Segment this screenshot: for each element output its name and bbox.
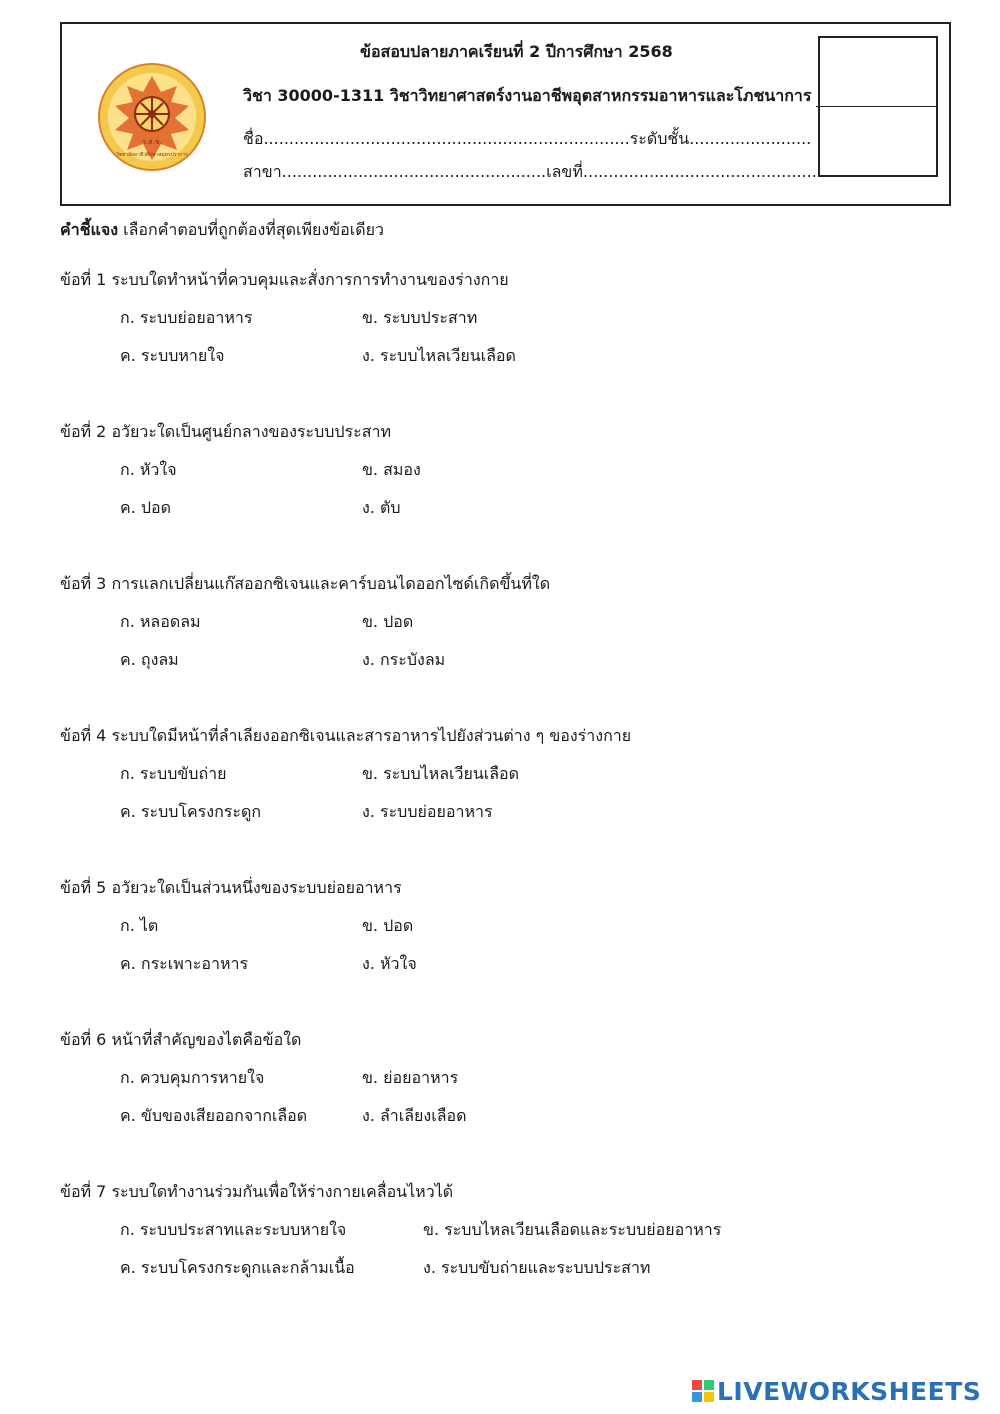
choice-d[interactable]: ง. ระบบขับถ่ายและระบบประสาท [423, 1258, 651, 1277]
logo-caption: วิทยาลัยอาชีวศึกษาสมุทรปราการ [116, 152, 188, 158]
question-text: ข้อที่ 6 หน้าที่สำคัญของไตคือข้อใด [60, 1030, 302, 1049]
question-6 [60, 1028, 960, 1148]
choice-c[interactable]: ค. ระบบหายใจ [120, 346, 225, 365]
choice-a[interactable]: ก. หลอดลม [120, 612, 201, 631]
question-text: ข้อที่ 2 อวัยวะใดเป็นศูนย์กลางของระบบประสาท [60, 422, 392, 441]
question-text: ข้อที่ 7 ระบบใดทำงานร่วมกันเพื่อให้ร่างกายเคลื่อนไหวได้ [60, 1182, 454, 1201]
liveworksheets-icon [692, 1380, 714, 1402]
question-2 [60, 420, 960, 540]
question-5 [60, 876, 960, 996]
subject-line: วิชา 30000-1311 วิชาวิทยาศาสตร์งานอาชีพอุตสาหกรรมอาหารและโภชนาการ [243, 86, 812, 105]
choice-d[interactable]: ง. ระบบย่อยอาหาร [362, 802, 493, 821]
name-level-line: ชื่อ........................................................................ระดับชั้น........................ [243, 129, 812, 148]
logo-text: ร.ส.ช. [142, 138, 162, 146]
choice-c[interactable]: ค. ถุงลม [120, 650, 179, 669]
instruction [60, 218, 384, 243]
choice-c[interactable]: ค. ปอด [120, 498, 172, 517]
liveworksheets-watermark [692, 1374, 981, 1408]
choice-d[interactable]: ง. หัวใจ [362, 954, 417, 973]
question-1 [60, 268, 960, 388]
choice-d[interactable]: ง. ตับ [362, 498, 401, 517]
choice-a[interactable]: ก. ระบบประสาทและระบบหายใจ [120, 1220, 347, 1239]
choice-d[interactable]: ง. ระบบไหลเวียนเลือด [362, 346, 516, 365]
question-text: ข้อที่ 4 ระบบใดมีหน้าที่ลำเลียงออกซิเจนและสารอาหารไปยังส่วนต่าง ๆ ของร่างกาย [60, 726, 632, 745]
college-emblem-logo [97, 62, 207, 172]
question-text: ข้อที่ 3 การแลกเปลี่ยนแก๊สออกซิเจนและคาร์บอนไดออกไซด์เกิดขึ้นที่ใด [60, 574, 551, 593]
choice-c[interactable]: ค. ระบบโครงกระดูก [120, 802, 262, 821]
question-text: ข้อที่ 5 อวัยวะใดเป็นส่วนหนึ่งของระบบย่อยอาหาร [60, 878, 402, 897]
choice-c[interactable]: ค. กระเพาะอาหาร [120, 954, 249, 973]
choice-b[interactable]: ข. ระบบไหลเวียนเลือดและระบบย่อยอาหาร [423, 1220, 722, 1239]
question-7 [60, 1180, 960, 1300]
choice-d[interactable]: ง. ลำเลียงเลือด [362, 1106, 467, 1125]
choice-c[interactable]: ค. ระบบโครงกระดูกและกล้ามเนื้อ [120, 1258, 355, 1277]
exam-title: ข้อสอบปลายภาคเรียนที่ 2 ปีการศึกษา 2568 [360, 42, 673, 61]
choice-a[interactable]: ก. ระบบขับถ่าย [120, 764, 227, 783]
choice-a[interactable]: ก. ระบบย่อยอาหาร [120, 308, 253, 327]
choice-d[interactable]: ง. กระบังลม [362, 650, 446, 669]
choice-b[interactable]: ข. ย่อยอาหาร [362, 1068, 459, 1087]
choice-b[interactable]: ข. ระบบประสาท [362, 308, 478, 327]
choice-b[interactable]: ข. ปอด [362, 916, 414, 935]
instruction-text: เลือกคำตอบที่ถูกต้องที่สุดเพียงข้อเดียว [118, 220, 384, 239]
choice-b[interactable]: ข. สมอง [362, 460, 421, 479]
choice-a[interactable]: ก. หัวใจ [120, 460, 177, 479]
choice-a[interactable]: ก. ควบคุมการหายใจ [120, 1068, 265, 1087]
question-3 [60, 572, 960, 692]
instruction-label: คำชี้แจง [60, 220, 119, 239]
score-box-divider [816, 106, 937, 107]
choice-a[interactable]: ก. ไต [120, 916, 159, 935]
branch-number-line: สาขา....................................................เลขที่............................................... [243, 162, 822, 181]
choice-b[interactable]: ข. ปอด [362, 612, 414, 631]
liveworksheets-text: LIVEWORKSHEETS [717, 1376, 982, 1406]
question-4 [60, 724, 960, 844]
choice-b[interactable]: ข. ระบบไหลเวียนเลือด [362, 764, 520, 783]
question-text: ข้อที่ 1 ระบบใดทำหน้าที่ควบคุมและสั่งการการทำงานของร่างกาย [60, 270, 509, 289]
choice-c[interactable]: ค. ขับของเสียออกจากเลือด [120, 1106, 308, 1125]
